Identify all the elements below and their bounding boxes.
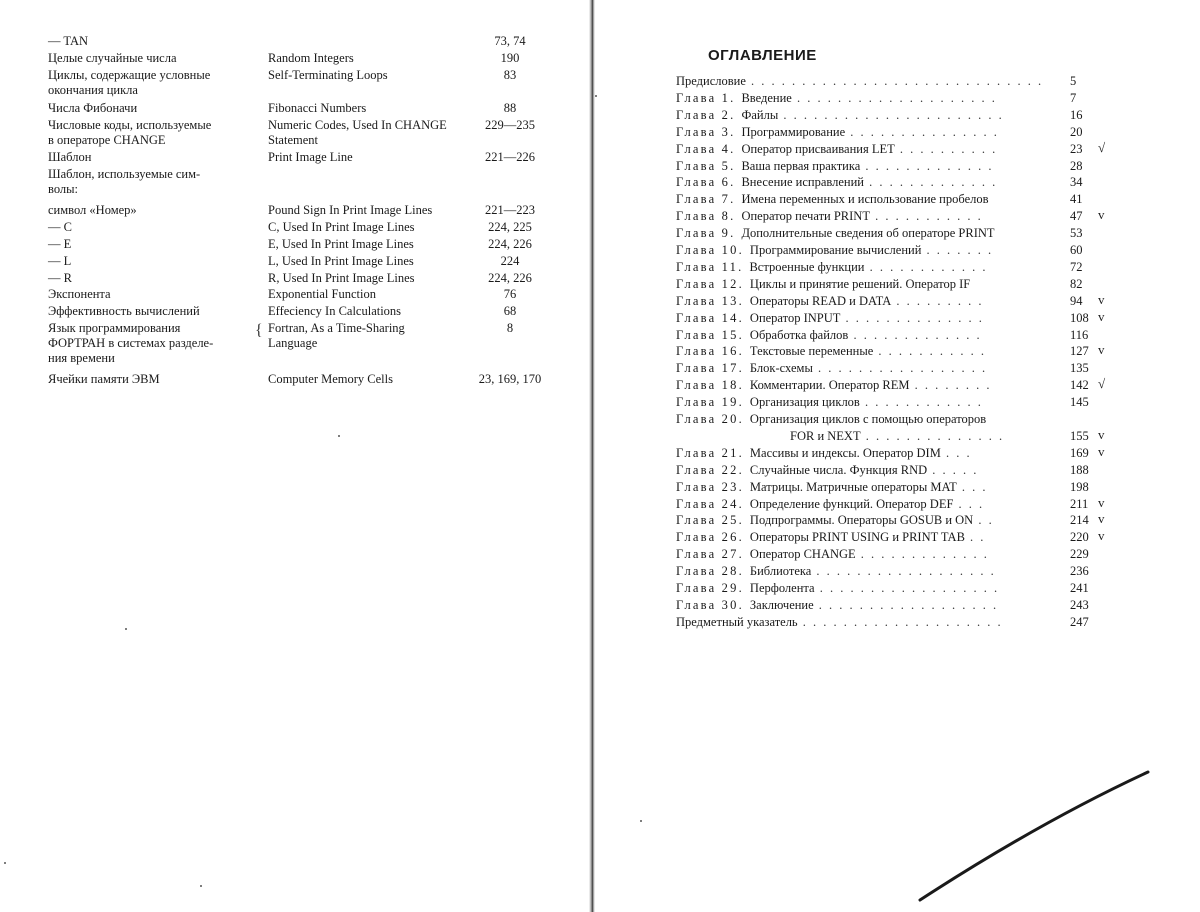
toc-entry <box>676 443 1106 461</box>
index-term-en <box>268 101 478 116</box>
toc-chapter-title: Программирование <box>741 124 846 139</box>
toc-chapter-title: Дополнительные сведения об операторе PRINT <box>741 226 995 241</box>
toc-entry <box>676 598 1106 613</box>
toc-chapter-title: Файлы <box>741 107 779 122</box>
index-term-en-line: Numeric Codes, Used In CHANGE <box>268 118 447 132</box>
index-pages: 221—226 <box>485 150 535 164</box>
index-term-ru-line: Циклы, содержащие условные <box>48 68 211 82</box>
toc-leader-dots: . . . . . . . . . . . . . . . . . . . . . . . . . . . . . <box>745 74 1044 88</box>
index-term-en-line: L, Used In Print Image Lines <box>268 254 414 268</box>
toc-entry <box>676 615 1106 630</box>
index-term-ru <box>48 118 253 148</box>
toc-entry <box>676 581 1106 596</box>
toc-leader-dots: . . . . . <box>927 462 979 477</box>
toc-chapter-title: Ваша первая практика <box>741 158 861 173</box>
handwritten-check-mark: √ <box>1098 139 1106 155</box>
toc-chapter-label: Глава 17. <box>676 361 744 376</box>
index-term-en-line: Print Image Line <box>268 150 353 164</box>
index-pages: 8 <box>506 321 514 335</box>
index-term-en <box>268 118 478 148</box>
toc-page-number: 94 <box>1070 293 1083 308</box>
toc-chapter-title: Оператор печати PRINT <box>741 209 870 224</box>
toc-chapter-title: FOR и NEXT <box>790 428 861 443</box>
toc-leader-dots: . . . <box>956 479 988 494</box>
index-term-ru <box>48 254 253 269</box>
toc-chapter-title: Циклы и принятие решений. Оператор IF <box>749 276 971 291</box>
index-pages: 88 <box>503 101 517 115</box>
toc-leader-dots: . . . . . . . . . . . . . <box>855 547 989 562</box>
toc-entry <box>676 260 1106 275</box>
index-term-ru <box>48 203 253 218</box>
toc-page-number: 188 <box>1070 462 1089 477</box>
toc-leader-dots: . . . . . . . . . . . . . . . . . . <box>811 564 996 579</box>
toc-chapter-title: Операторы PRINT USING и PRINT TAB <box>749 530 965 545</box>
toc-chapter-title: Блок-схемы <box>749 361 813 376</box>
toc-leader-dots: . . . . . . . . . . . . . . . . . . <box>814 581 1000 595</box>
toc-chapter-title: Матрицы. Матричные операторы MAT <box>749 479 957 494</box>
toc-chapter-title: Внесение исправлений <box>741 175 864 190</box>
toc-page-number: 241 <box>1070 581 1089 595</box>
index-term-ru-line: ния времени <box>48 351 115 365</box>
toc-page-number: 116 <box>1070 327 1089 342</box>
toc-leader-dots: . . . . . . . . . . . . . <box>848 327 982 342</box>
index-term-en <box>268 372 478 387</box>
index-term-en-line: R, Used In Print Image Lines <box>268 271 415 285</box>
toc-chapter-label: Глава 26. <box>676 530 744 545</box>
index-term-ru-line: Шаблон, используемые сим- <box>48 167 201 181</box>
toc-chapter-label: Глава 13. <box>676 293 744 308</box>
toc-chapter-title: Предметный указатель <box>676 614 798 629</box>
toc-entry <box>676 159 1106 174</box>
index-term-ru <box>48 237 253 252</box>
index-pages: 76 <box>503 287 517 301</box>
toc-leader-dots: . . . . . . . . . . . <box>869 209 983 224</box>
handwritten-check-mark: v <box>1098 291 1105 307</box>
index-pages: 224, 225 <box>488 220 532 234</box>
toc-chapter-label: Глава 29. <box>676 581 744 595</box>
toc-page-number: 214 <box>1070 513 1089 528</box>
index-term-en-line: Computer Memory Cells <box>268 372 393 386</box>
toc-chapter-title: Оператор CHANGE <box>749 547 856 562</box>
toc-entry <box>676 344 1106 359</box>
handwritten-check-mark: v <box>1098 528 1105 544</box>
toc-chapter-title: Предисловие <box>676 74 746 88</box>
index-term-en <box>268 254 478 269</box>
handwritten-check-mark: v <box>1098 207 1105 223</box>
toc-page-number: 108 <box>1070 310 1089 325</box>
toc-chapter-label: Глава 14. <box>676 310 744 325</box>
index-term-en <box>268 68 478 83</box>
toc-chapter-label: Глава 18. <box>676 378 744 393</box>
toc-entry <box>676 412 1106 427</box>
toc-chapter-label: Глава 3. <box>676 124 736 139</box>
index-term-ru-line: Язык программирования <box>48 321 181 335</box>
toc-entry <box>676 395 1106 410</box>
index-term-ru-line: Экспонента <box>48 287 111 301</box>
toc-leader-dots: . . . . . . . <box>921 243 994 257</box>
toc-page-number: 169 <box>1070 445 1089 460</box>
index-term-ru-line: — TAN <box>48 34 89 48</box>
toc-leader-dots: . . . . . . . . . <box>891 293 984 308</box>
index-term-en-line: C, Used In Print Image Lines <box>268 220 415 234</box>
index-term-en-line: E, Used In Print Image Lines <box>268 237 414 251</box>
toc-entry <box>676 91 1106 106</box>
toc-leader-dots: . . . . . . . . . . . . . . . . . . . . . . <box>778 107 1004 122</box>
index-term-ru <box>48 372 253 387</box>
toc-leader-dots: . . . <box>940 445 972 460</box>
index-term-ru-line: Эффективность вычислений <box>48 304 200 318</box>
index-term-ru <box>48 150 253 165</box>
toc-page-number: 60 <box>1070 243 1083 257</box>
pen-stroke <box>900 752 1200 912</box>
index-term-ru-line: — C <box>48 220 72 234</box>
index-term-ru-line: — R <box>48 271 72 285</box>
handwritten-check-mark: v <box>1098 443 1105 459</box>
index-term-en-line: Fibonacci Numbers <box>268 101 367 115</box>
toc-chapter-title: Имена переменных и использование пробелов <box>741 192 989 207</box>
index-term-en-line: Pound Sign In Print Image Lines <box>268 203 433 217</box>
index-pages: 83 <box>503 68 517 82</box>
toc-page-number: 16 <box>1070 107 1083 122</box>
toc-page-number: 23 <box>1070 141 1083 156</box>
toc-page-number: 53 <box>1070 226 1083 241</box>
toc-chapter-title: Организация циклов <box>749 395 860 410</box>
toc-chapter-label: Глава 11. <box>676 259 744 274</box>
toc-chapter-title: Перфолента <box>749 581 815 595</box>
toc-page-number: 211 <box>1070 496 1089 511</box>
toc-chapter-label: Глава 12. <box>676 276 744 291</box>
handwritten-check-mark: v <box>1098 494 1105 510</box>
index-term-ru <box>48 51 253 66</box>
toc-entry <box>676 139 1106 157</box>
toc-entry <box>676 277 1106 292</box>
toc-entry <box>676 192 1106 207</box>
index-term-en <box>268 203 478 218</box>
toc-chapter-label: Глава 1. <box>676 90 736 105</box>
toc-chapter-title: Организация циклов с помощью операторов <box>749 412 987 426</box>
toc-page-number: 127 <box>1070 344 1089 359</box>
index-pages: 73, 74 <box>494 34 526 48</box>
toc-chapter-title: Введение <box>741 90 792 105</box>
toc-leader-dots: . . . . . . . . . . . . <box>859 395 983 410</box>
toc-chapter-label: Глава 25. <box>676 513 744 528</box>
index-term-ru <box>48 271 253 286</box>
toc-chapter-label: Глава 27. <box>676 547 744 562</box>
toc-entry <box>676 494 1106 512</box>
index-term-en-line: Self-Terminating Loops <box>268 68 388 82</box>
toc-chapter-label: Глава 22. <box>676 462 744 477</box>
toc-leader-dots: . . . . . . . . . . . . . . <box>860 428 1005 443</box>
index-pages: 190 <box>500 51 520 65</box>
toc-chapter-title: Текстовые переменные <box>749 344 874 359</box>
toc-entry <box>676 328 1106 343</box>
index-term-ru-line: Ячейки памяти ЭВМ <box>48 372 160 386</box>
index-term-en-line: Effeciency In Calculations <box>268 304 402 318</box>
toc-chapter-label: Глава 10. <box>676 243 744 257</box>
toc-leader-dots: . . . . . . . . . . . . . . . . . <box>812 361 988 376</box>
index-term-ru <box>48 68 253 98</box>
toc-chapter-label: Глава 2. <box>676 107 736 122</box>
toc-page-number: 236 <box>1070 564 1089 579</box>
index-pages: 68 <box>503 304 517 318</box>
index-term-en <box>268 271 478 286</box>
index-term-en <box>268 150 478 165</box>
toc-leader-dots: . . <box>973 513 994 528</box>
index-term-en-line: Random Integers <box>268 51 354 65</box>
index-pages: 224, 226 <box>488 237 532 251</box>
index-term-en <box>268 287 478 302</box>
toc-chapter-title: Комментарии. Оператор REM <box>749 378 910 393</box>
index-term-ru <box>48 321 253 366</box>
toc-entry <box>676 291 1106 309</box>
toc-page-number: 82 <box>1070 276 1083 291</box>
toc-chapter-title: Определение функций. Оператор DEF <box>749 496 954 511</box>
toc-entry <box>676 108 1106 123</box>
toc-page-number: 47 <box>1070 209 1083 224</box>
toc-chapter-title: Обработка файлов <box>749 327 849 342</box>
handwritten-check-mark: √ <box>1098 376 1106 392</box>
toc-chapter-title: Оператор присваивания LET <box>741 141 895 156</box>
index-term-en-line: Exponential Function <box>268 287 376 301</box>
toc-page-number: 28 <box>1070 158 1083 173</box>
index-term-ru-line: — L <box>48 254 72 268</box>
toc-leader-dots: . . . <box>953 496 985 511</box>
toc-chapter-label: Глава 19. <box>676 395 744 410</box>
toc-chapter-label: Глава 9. <box>676 226 736 241</box>
toc-entry <box>676 209 1106 224</box>
index-term-ru-line: — E <box>48 237 72 251</box>
toc-entry <box>676 378 1106 393</box>
toc-leader-dots: . . <box>964 530 986 545</box>
toc-leader-dots: . . . . . . . . . . . . . . <box>840 310 984 325</box>
index-pages: 229—235 <box>485 118 535 132</box>
toc-page-number: 142 <box>1070 378 1089 393</box>
index-term-ru-line: волы: <box>48 182 79 196</box>
index-term-ru-line: Числовые коды, используемые <box>48 118 212 132</box>
index-term-ru <box>48 304 253 319</box>
toc-chapter-label: Глава 4. <box>676 141 736 156</box>
toc-leader-dots: . . . . . . . . <box>909 378 992 393</box>
index-term-en-line: Fortran, As a Time-Sharing <box>268 321 405 335</box>
toc-chapter-title: Случайные числа. Функция RND <box>749 462 928 477</box>
toc-entry <box>676 463 1106 478</box>
toc-chapter-label: Глава 24. <box>676 496 744 511</box>
index-term-en <box>268 51 478 66</box>
handwritten-check-mark: v <box>1098 308 1105 324</box>
toc-chapter-title: Встроенные функции <box>749 259 865 274</box>
index-term-en <box>268 220 478 235</box>
index-term-ru-line: в операторе CHANGE <box>48 133 166 147</box>
toc-chapter-title: Программирование вычислений <box>749 243 922 257</box>
toc-entry <box>676 564 1106 579</box>
toc-chapter-title: Заключение <box>749 597 814 612</box>
toc-leader-dots: . . . . . . . . . . . . . . . . . . . . <box>797 614 1003 629</box>
toc-chapter-label: Глава 15. <box>676 327 744 342</box>
toc-page-number: 198 <box>1070 479 1089 494</box>
toc-title: ОГЛАВЛЕНИЕ <box>708 47 817 64</box>
toc-chapter-title: Библиотека <box>749 564 812 579</box>
index-pages: 221—223 <box>485 203 535 217</box>
toc-page-number: 34 <box>1070 175 1083 190</box>
toc-chapter-label: Глава 6. <box>676 175 736 190</box>
index-term-ru <box>48 287 253 302</box>
toc-chapter-label: Глава 28. <box>676 564 744 579</box>
index-term-ru-line: Целые случайные числа <box>48 51 177 65</box>
toc-chapter-label: Глава 8. <box>676 209 736 224</box>
toc-leader-dots: . . . . . . . . . . . . . . . . . . . . <box>791 90 997 105</box>
toc-entry <box>676 530 1106 545</box>
toc-entry <box>676 547 1106 562</box>
toc-chapter-label: Глава 30. <box>676 597 744 612</box>
toc-page-number: 7 <box>1070 90 1077 105</box>
toc-leader-dots: . . . . . . . . . . . . . . . . . . <box>813 597 999 612</box>
toc-leader-dots: . . . . . . . . . . . . . . . <box>845 124 999 139</box>
toc-page-number: 41 <box>1070 192 1083 207</box>
toc-chapter-title: Массивы и индексы. Оператор DIM <box>749 445 941 460</box>
index-term-ru <box>48 34 253 49</box>
index-term-ru-line: Шаблон <box>48 150 92 164</box>
toc-entry <box>676 426 1106 444</box>
toc-entry <box>676 361 1106 376</box>
toc-entry <box>676 125 1106 140</box>
toc-page-number: 220 <box>1070 530 1089 545</box>
index-term-en <box>268 237 478 252</box>
toc-entry <box>676 226 1106 241</box>
toc-entry <box>676 175 1106 190</box>
index-term-ru <box>48 167 253 197</box>
toc-entry <box>676 513 1106 528</box>
index-term-en <box>268 321 478 351</box>
toc-page-number: 243 <box>1070 597 1089 612</box>
index-term-ru-line: Числа Фибоначи <box>48 101 138 115</box>
toc-page-number: 135 <box>1070 361 1089 376</box>
index-pages: 224, 226 <box>488 271 532 285</box>
toc-chapter-label: Глава 23. <box>676 479 744 494</box>
index-term-ru-line: ФОРТРАН в системах разделе- <box>48 336 214 350</box>
toc-entry <box>676 308 1106 326</box>
toc-page-number: 145 <box>1070 395 1089 410</box>
handwritten-check-mark: v <box>1098 342 1105 358</box>
toc-page-number: 247 <box>1070 614 1089 629</box>
toc-leader-dots: . . . . . . . . . . . . . <box>860 158 994 173</box>
handwritten-check-mark: v <box>1098 511 1105 527</box>
toc-entry <box>676 74 1106 89</box>
toc-chapter-label: Глава 7. <box>676 192 736 207</box>
toc-leader-dots: . . . . . . . . . . <box>894 141 998 156</box>
toc-chapter-label: Глава 21. <box>676 445 744 460</box>
toc-leader-dots: . . . . . . . . . . . . <box>864 259 988 274</box>
toc-entry <box>676 243 1106 258</box>
toc-page-number: 155 <box>1070 428 1089 443</box>
index-term-ru <box>48 101 253 116</box>
brace-mark: { <box>255 322 263 339</box>
toc-chapter-label: Глава 20. <box>676 412 744 426</box>
toc-leader-dots: . . . . . . . . . . . . . <box>863 175 998 190</box>
index-pages: 224 <box>500 254 520 268</box>
toc-page-number: 20 <box>1070 124 1083 139</box>
toc-chapter-label: Глава 5. <box>676 158 736 173</box>
index-term-ru <box>48 220 253 235</box>
toc-page-number: 72 <box>1070 259 1083 274</box>
toc-leader-dots: . . . . . . . . . . . <box>873 344 987 359</box>
index-term-ru-line: символ «Номер» <box>48 203 137 217</box>
index-term-en <box>268 304 478 319</box>
book-spine <box>589 0 595 912</box>
toc-chapter-title: Оператор INPUT <box>749 310 841 325</box>
index-term-en-line: Statement <box>268 133 318 147</box>
handwritten-check-mark: v <box>1098 426 1105 442</box>
index-term-en-line: Language <box>268 336 318 350</box>
toc-chapter-label: Глава 16. <box>676 344 744 359</box>
toc-page-number: 5 <box>1070 74 1077 88</box>
index-pages: 23, 169, 170 <box>478 372 542 386</box>
toc-chapter-title: Подпрограммы. Операторы GOSUB и ON <box>749 513 974 528</box>
index-term-ru-line: окончания цикла <box>48 83 138 97</box>
toc-entry <box>676 480 1106 495</box>
toc-chapter-title: Операторы READ и DATA <box>749 293 892 308</box>
toc-page-number: 229 <box>1070 547 1089 562</box>
